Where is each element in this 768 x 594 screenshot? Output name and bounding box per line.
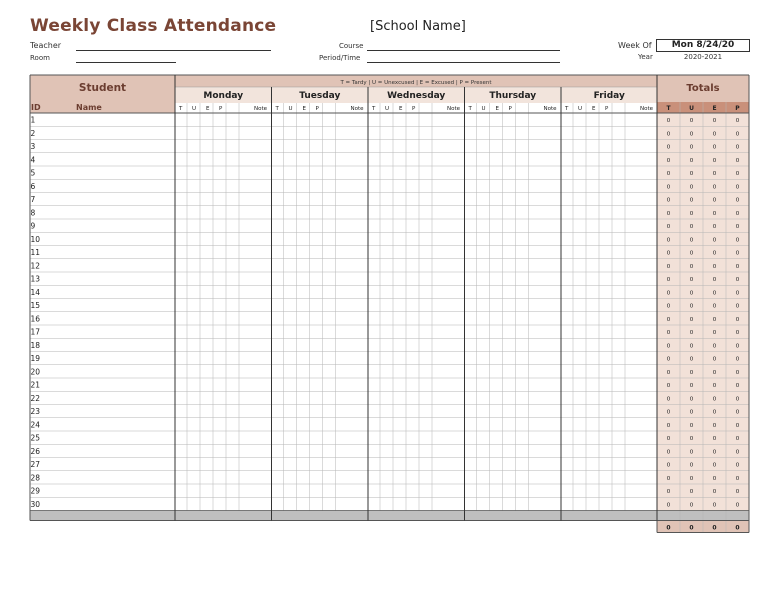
row-total: 0	[712, 502, 717, 509]
row-id: 28	[30, 473, 41, 483]
row-total: 0	[666, 197, 671, 204]
row-total: 0	[735, 157, 740, 164]
day-subheader-u: U	[288, 106, 293, 112]
day-subheader-p: P	[508, 106, 512, 112]
week-of-value[interactable]: Mon 8/24/20	[656, 39, 750, 52]
year-value: 2020-2021	[683, 53, 723, 61]
row-total: 0	[689, 422, 694, 429]
room-label: Room	[30, 54, 50, 62]
row-total: 0	[735, 383, 740, 389]
name-header: Name	[76, 103, 102, 112]
row-total: 0	[689, 489, 694, 495]
row-id: 16	[30, 314, 41, 324]
row-total: 0	[689, 224, 694, 230]
row-total: 0	[689, 184, 694, 191]
row-total: 0	[735, 237, 740, 244]
row-total: 0	[735, 316, 740, 323]
row-total: 0	[712, 489, 717, 495]
day-subheader-u: U	[481, 106, 486, 112]
row-total: 0	[666, 489, 671, 495]
table-row[interactable]	[30, 471, 657, 484]
row-total: 0	[666, 303, 671, 310]
row-total: 0	[689, 171, 694, 177]
row-total: 0	[666, 290, 671, 297]
row-total: 0	[666, 250, 671, 257]
table-row[interactable]	[30, 458, 657, 471]
day-subheader-p: P	[219, 106, 223, 112]
row-total: 0	[689, 409, 694, 416]
row-total: 0	[735, 144, 740, 151]
row-total: 0	[735, 277, 740, 283]
table-row[interactable]	[30, 272, 657, 285]
row-total: 0	[689, 250, 694, 257]
day-subheader-e: E	[399, 106, 403, 112]
table-row[interactable]	[30, 312, 657, 325]
row-total: 0	[689, 157, 694, 164]
row-total: 0	[689, 383, 694, 389]
grand-total: 0	[666, 524, 671, 532]
row-total: 0	[712, 277, 717, 283]
table-row[interactable]	[30, 497, 657, 510]
row-id: 7	[30, 195, 36, 204]
row-total: 0	[666, 396, 671, 403]
row-total: 0	[689, 356, 694, 363]
day-subheader-t: T	[468, 106, 472, 112]
table-row[interactable]	[30, 352, 657, 365]
row-total: 0	[666, 436, 671, 442]
table-row[interactable]	[30, 126, 657, 139]
row-total: 0	[712, 131, 717, 138]
table-row[interactable]	[30, 338, 657, 351]
sheet-title: Weekly Class Attendance	[30, 16, 277, 36]
row-total: 0	[666, 422, 671, 429]
row-id: 13	[30, 274, 41, 284]
table-row[interactable]	[30, 378, 657, 391]
totals-subheader-p: P	[735, 105, 740, 112]
row-id: 29	[30, 486, 41, 496]
row-total: 0	[735, 436, 740, 442]
row-total: 0	[689, 197, 694, 204]
row-total: 0	[666, 237, 671, 244]
table-row[interactable]	[30, 325, 657, 338]
row-total: 0	[666, 502, 671, 509]
table-row[interactable]	[30, 418, 657, 431]
row-id: 6	[30, 181, 36, 191]
row-total: 0	[666, 343, 671, 350]
day-subheader-note: Note	[350, 106, 364, 112]
row-id: 26	[30, 446, 41, 456]
row-id: 18	[30, 340, 41, 350]
attendance-legend: T = Tardy | U = Unexcused | E = Excused | P = Present	[340, 80, 492, 86]
row-total: 0	[689, 462, 694, 469]
day-header-tuesday: Tuesday	[299, 91, 341, 101]
row-total: 0	[666, 330, 671, 336]
row-total: 0	[666, 210, 671, 217]
id-header: ID	[31, 103, 41, 112]
day-subheader-p: P	[315, 106, 319, 112]
course-label: Course	[339, 42, 364, 50]
row-total: 0	[735, 422, 740, 429]
totals-subheader-u: U	[689, 105, 694, 112]
day-subheader-u: U	[385, 106, 390, 112]
table-row[interactable]	[30, 206, 657, 219]
row-id: 17	[30, 327, 41, 337]
row-total: 0	[666, 224, 671, 230]
row-total: 0	[735, 502, 740, 509]
table-row[interactable]	[30, 140, 657, 153]
table-row[interactable]	[30, 153, 657, 166]
row-total: 0	[735, 131, 740, 138]
grand-total: 0	[712, 524, 717, 532]
day-subheader-note: Note	[447, 106, 461, 112]
row-total: 0	[666, 316, 671, 323]
day-subheader-p: P	[605, 106, 609, 112]
day-header-friday: Friday	[593, 91, 625, 101]
day-subheader-t: T	[565, 106, 569, 112]
student-header-cell	[30, 75, 175, 113]
day-header-thursday: Thursday	[489, 91, 537, 101]
day-subheader-e: E	[206, 106, 210, 112]
row-total: 0	[689, 290, 694, 297]
row-total: 0	[735, 171, 740, 177]
day-subheader-u: U	[578, 106, 583, 112]
row-total: 0	[689, 475, 694, 482]
teacher-label: Teacher	[30, 41, 62, 50]
row-id: 12	[30, 261, 41, 271]
row-id: 9	[30, 221, 36, 231]
row-total: 0	[666, 383, 671, 389]
row-total: 0	[735, 303, 740, 310]
grand-total: 0	[735, 524, 740, 532]
footer-band	[30, 511, 657, 521]
day-subheader-note: Note	[640, 106, 654, 112]
row-total: 0	[735, 197, 740, 204]
row-total: 0	[666, 263, 671, 270]
row-total: 0	[712, 118, 717, 124]
row-total: 0	[712, 475, 717, 482]
row-total: 0	[666, 475, 671, 482]
day-subheader-e: E	[302, 106, 306, 112]
row-id: 22	[30, 393, 41, 403]
day-subheader-e: E	[495, 106, 499, 112]
row-total: 0	[735, 343, 740, 350]
row-total: 0	[712, 237, 717, 244]
row-total: 0	[735, 356, 740, 363]
row-total: 0	[735, 369, 740, 376]
row-total: 0	[735, 396, 740, 403]
row-total: 0	[735, 489, 740, 495]
table-row[interactable]	[30, 391, 657, 404]
row-total: 0	[666, 157, 671, 164]
row-id: 1	[30, 115, 36, 125]
row-total: 0	[689, 237, 694, 244]
table-row[interactable]	[30, 246, 657, 259]
row-total: 0	[689, 316, 694, 323]
row-id: 25	[30, 433, 41, 443]
row-total: 0	[666, 184, 671, 191]
row-total: 0	[712, 290, 717, 297]
row-id: 21	[30, 380, 41, 390]
row-total: 0	[689, 502, 694, 509]
row-total: 0	[712, 422, 717, 429]
row-total: 0	[666, 369, 671, 376]
table-row[interactable]	[30, 113, 657, 126]
row-total: 0	[735, 290, 740, 297]
day-header-wednesday: Wednesday	[387, 91, 446, 101]
row-total: 0	[666, 409, 671, 416]
row-total: 0	[666, 277, 671, 283]
table-row[interactable]	[30, 232, 657, 245]
row-total: 0	[712, 250, 717, 257]
row-total: 0	[666, 462, 671, 469]
row-total: 0	[666, 171, 671, 177]
table-row[interactable]	[30, 405, 657, 418]
day-subheader-t: T	[179, 106, 183, 112]
week-of-label: Week Of	[618, 41, 652, 50]
row-total: 0	[712, 210, 717, 217]
row-total: 0	[712, 157, 717, 164]
row-total: 0	[735, 184, 740, 191]
table-row[interactable]	[30, 259, 657, 272]
row-id: 30	[30, 499, 41, 509]
row-total: 0	[712, 356, 717, 363]
row-total: 0	[735, 250, 740, 257]
row-total: 0	[712, 383, 717, 389]
day-header-monday: Monday	[203, 91, 244, 101]
row-total: 0	[666, 449, 671, 456]
row-total: 0	[666, 144, 671, 151]
table-row[interactable]	[30, 431, 657, 444]
row-id: 3	[30, 142, 36, 151]
table-row[interactable]	[30, 219, 657, 232]
row-total: 0	[712, 303, 717, 310]
row-total: 0	[689, 277, 694, 283]
row-total: 0	[735, 462, 740, 469]
table-row[interactable]	[30, 193, 657, 206]
row-total: 0	[712, 263, 717, 270]
row-total: 0	[712, 369, 717, 376]
row-id: 10	[30, 234, 41, 244]
row-id: 27	[30, 460, 41, 469]
row-total: 0	[735, 118, 740, 124]
row-total: 0	[712, 396, 717, 403]
table-row[interactable]	[30, 285, 657, 298]
row-total: 0	[712, 316, 717, 323]
day-subheader-t: T	[372, 106, 376, 112]
row-total: 0	[689, 369, 694, 376]
row-total: 0	[735, 263, 740, 270]
row-total: 0	[689, 436, 694, 442]
row-total: 0	[735, 449, 740, 456]
row-total: 0	[689, 303, 694, 310]
day-subheader-u: U	[192, 106, 197, 112]
row-id: 8	[30, 208, 36, 218]
row-total: 0	[712, 171, 717, 177]
grand-total: 0	[689, 524, 694, 532]
day-subheader-e: E	[592, 106, 596, 112]
row-total: 0	[666, 356, 671, 363]
totals-subheader-e: E	[712, 105, 717, 112]
row-total: 0	[666, 131, 671, 138]
day-subheader-t: T	[275, 106, 279, 112]
row-total: 0	[712, 184, 717, 191]
year-label: Year	[638, 53, 653, 61]
day-subheader-p: P	[412, 106, 416, 112]
row-total: 0	[689, 449, 694, 456]
period-label: Period/Time	[319, 54, 361, 62]
row-id: 2	[30, 128, 36, 138]
row-total: 0	[689, 144, 694, 151]
row-total: 0	[712, 144, 717, 151]
row-total: 0	[735, 224, 740, 230]
row-total: 0	[689, 210, 694, 217]
row-total: 0	[689, 118, 694, 124]
row-id: 5	[30, 168, 36, 178]
row-total: 0	[689, 396, 694, 403]
row-total: 0	[712, 224, 717, 230]
row-total: 0	[712, 409, 717, 416]
row-total: 0	[712, 449, 717, 456]
row-total: 0	[689, 343, 694, 350]
day-subheader-note: Note	[543, 106, 557, 112]
row-total: 0	[735, 409, 740, 416]
row-total: 0	[712, 462, 717, 469]
row-id: 20	[30, 367, 41, 377]
table-row[interactable]	[30, 484, 657, 497]
student-header: Student	[78, 82, 127, 94]
row-id: 15	[30, 301, 41, 310]
table-row[interactable]	[30, 166, 657, 179]
row-total: 0	[712, 197, 717, 204]
row-total: 0	[689, 131, 694, 138]
row-id: 24	[30, 420, 41, 430]
row-total: 0	[735, 475, 740, 482]
row-total: 0	[712, 343, 717, 350]
row-total: 0	[666, 118, 671, 124]
row-id: 23	[30, 407, 41, 416]
table-row[interactable]	[30, 299, 657, 312]
table-row[interactable]	[30, 444, 657, 457]
totals-header: Totals	[686, 83, 720, 94]
row-id: 11	[30, 248, 41, 257]
row-total: 0	[735, 210, 740, 217]
day-subheader-note: Note	[254, 106, 268, 112]
school-name[interactable]: [School Name]	[370, 19, 466, 34]
row-id: 19	[30, 354, 41, 363]
table-row[interactable]	[30, 365, 657, 378]
row-total: 0	[689, 330, 694, 336]
row-total: 0	[712, 330, 717, 336]
totals-subheader-t: T	[666, 105, 671, 112]
row-id: 4	[30, 155, 36, 165]
table-row[interactable]	[30, 179, 657, 192]
row-id: 14	[30, 287, 41, 297]
row-total: 0	[712, 436, 717, 442]
row-total: 0	[735, 330, 740, 336]
row-total: 0	[689, 263, 694, 270]
